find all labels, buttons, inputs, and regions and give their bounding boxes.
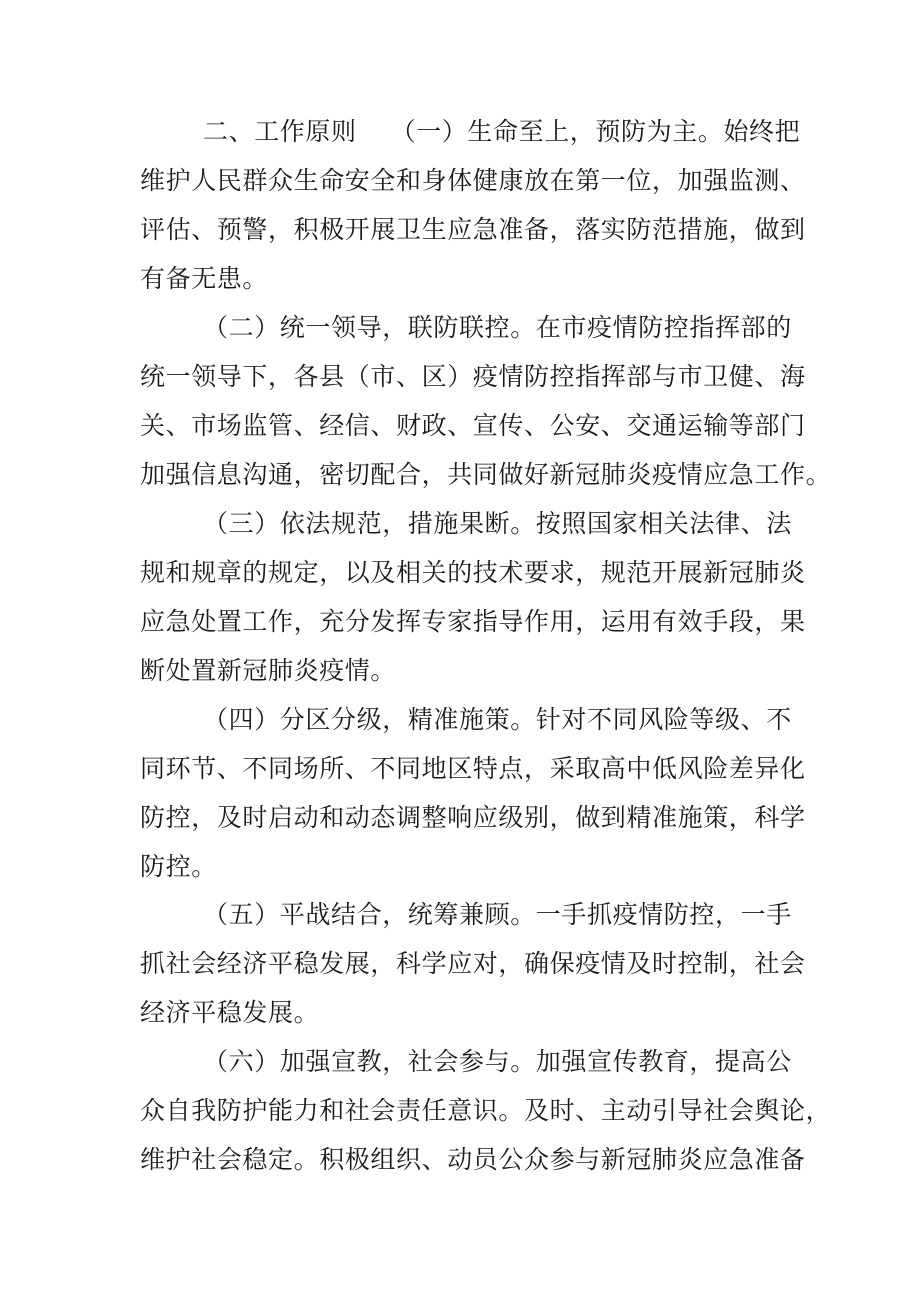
paragraph-4-line-4: 防控。: [140, 852, 217, 881]
paragraph-4-line-2: 同环节、不同场所、不同地区特点，采取高中低风险差异化: [140, 754, 806, 783]
paragraph-4-line-1: （四）分区分级，精准施策。针对不同风险等级、不: [203, 705, 792, 734]
paragraph-6-line-1: （六）加强宣教，社会参与。加强宣传教育，提高公: [203, 1047, 792, 1076]
paragraph-2-line-4: 加强信息沟通，密切配合，共同做好新冠肺炎疫情应急工作。: [140, 460, 832, 489]
paragraph-3-line-3: 应急处置工作，充分发挥专家指导作用，运用有效手段，果: [140, 607, 806, 636]
paragraph-1-line-1: [203, 117, 800, 147]
paragraph-3-line-2: 规和规章的规定，以及相关的技术要求，规范开展新冠肺炎: [140, 558, 806, 587]
paragraph-5-line-3: 经济平稳发展。: [140, 998, 320, 1027]
paragraph-6-line-2: 众自我防护能力和社会责任意识。及时、主动引导社会舆论，: [140, 1096, 832, 1125]
paragraph-3-line-4: 断处置新冠肺炎疫情。: [140, 656, 397, 685]
section-title: 二、工作原则: [203, 117, 357, 146]
paragraph-1-lead: （一）生命至上，预防为主。始终把: [390, 117, 801, 146]
paragraph-2-line-2: 统一领导下，各县（市、区）疫情防控指挥部与市卫健、海: [140, 362, 806, 391]
paragraph-1-line-2: 维护人民群众生命安全和身体健康放在第一位，加强监测、: [140, 166, 806, 195]
paragraph-3-line-1: （三）依法规范，措施果断。按照国家相关法律、法: [203, 509, 792, 538]
paragraph-2-line-1: （二）统一领导，联防联控。在市疫情防控指挥部的: [203, 313, 792, 342]
paragraph-4-line-3: 防控，及时启动和动态调整响应级别，做到精准施策，科学: [140, 803, 806, 832]
paragraph-1-line-3: 评估、预警，积极开展卫生应急准备，落实防范措施，做到: [140, 215, 806, 244]
paragraph-5-line-1: （五）平战结合，统筹兼顾。一手抓疫情防控，一手: [203, 900, 792, 929]
paragraph-6-line-3: 维护社会稳定。积极组织、动员公众参与新冠肺炎应急准备: [140, 1145, 806, 1174]
paragraph-5-line-2: 抓社会经济平稳发展，科学应对，确保疫情及时控制，社会: [140, 949, 806, 978]
paragraph-1-line-4: 有备无患。: [140, 264, 269, 293]
paragraph-2-line-3: 关、市场监管、经信、财政、宣传、公安、交通运输等部门: [140, 411, 806, 440]
